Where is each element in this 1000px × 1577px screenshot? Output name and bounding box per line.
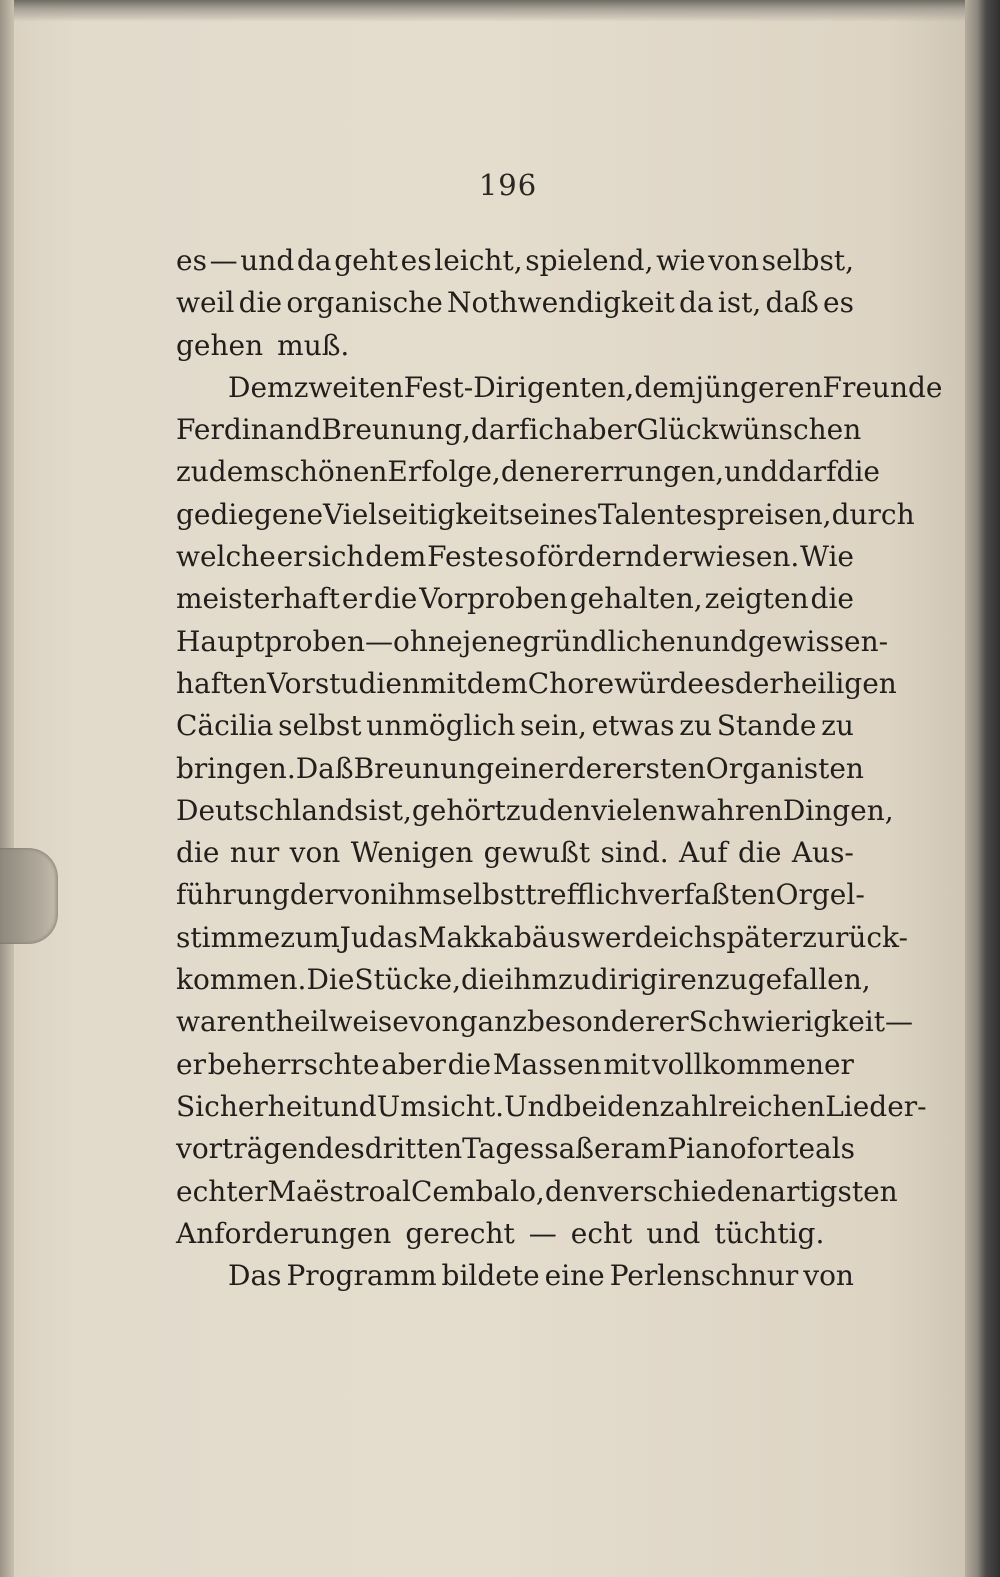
text-line xyxy=(176,1171,898,1213)
word: würde xyxy=(614,666,704,700)
word: selbst xyxy=(441,878,526,912)
text-line xyxy=(176,409,862,451)
word: al xyxy=(385,1174,411,1208)
word: Die xyxy=(306,963,355,997)
word: etwas xyxy=(591,709,675,743)
word: gehen xyxy=(176,328,264,362)
word: waren xyxy=(176,1005,265,1039)
word: Vielseitigkeit xyxy=(323,497,510,531)
word: gediegene xyxy=(176,497,324,531)
word: eine xyxy=(544,1259,605,1293)
word: Dem xyxy=(228,370,294,404)
word: dem xyxy=(365,540,427,574)
text-line xyxy=(176,578,854,620)
text-line xyxy=(176,748,864,790)
word: Ferdinand xyxy=(176,413,322,447)
word: trefflich xyxy=(525,878,639,912)
word: besonderer xyxy=(526,1005,689,1039)
word: beherrschte xyxy=(207,1047,380,1081)
word: die xyxy=(447,1047,492,1081)
word: selbst xyxy=(278,709,362,743)
page-top-shadow xyxy=(0,0,965,22)
word: verfaßten xyxy=(638,878,776,912)
word: Breunung xyxy=(353,751,495,785)
word: haften xyxy=(176,666,267,700)
text-line xyxy=(176,240,854,282)
word: zu xyxy=(505,793,539,827)
word: dem xyxy=(634,370,696,404)
word: leicht, xyxy=(434,244,523,277)
word: ist, xyxy=(368,793,412,827)
word: schönen xyxy=(269,455,388,489)
word: von xyxy=(708,244,759,277)
word: die xyxy=(461,963,505,997)
word: des xyxy=(315,1132,365,1166)
word: ich xyxy=(669,920,712,954)
text-line xyxy=(176,621,889,663)
word: dem xyxy=(208,455,270,489)
word: durch xyxy=(831,497,915,531)
word: den xyxy=(500,455,554,489)
word: Massen xyxy=(492,1047,602,1081)
word: Dingen, xyxy=(782,793,894,827)
word: später xyxy=(711,920,803,954)
word: wünschen xyxy=(718,413,862,447)
word: zum xyxy=(280,920,340,954)
text-line xyxy=(176,282,854,324)
word: Aus- xyxy=(791,836,854,870)
text-line xyxy=(176,790,894,832)
word: nur xyxy=(229,836,280,870)
word: bringen. xyxy=(176,751,296,785)
text-line xyxy=(176,1255,854,1297)
word: und xyxy=(240,244,295,277)
text-line xyxy=(176,874,865,916)
word: Talentes xyxy=(597,497,717,531)
word: es xyxy=(703,666,735,700)
word: echter xyxy=(176,1174,268,1208)
word: dem xyxy=(466,666,528,700)
word: heiligen xyxy=(782,666,897,700)
word: mit xyxy=(603,1047,651,1081)
word: zahlreichen xyxy=(659,1089,826,1123)
word: Pianoforte xyxy=(667,1132,816,1166)
word: theilweise xyxy=(264,1005,409,1039)
word: am xyxy=(623,1132,668,1166)
word: dirigiren xyxy=(590,963,715,997)
word: er xyxy=(594,1132,624,1166)
word: so xyxy=(504,540,536,574)
word: Makkabäus xyxy=(417,920,581,954)
word: Deutschlands xyxy=(176,793,369,827)
text-line xyxy=(176,832,854,874)
word: selbst, xyxy=(761,244,854,277)
page-number: 196 xyxy=(478,168,538,202)
word: zu xyxy=(558,963,591,997)
word: Orgel- xyxy=(775,878,865,912)
word: Hauptproben xyxy=(176,624,366,658)
page-left-edge xyxy=(0,0,14,1577)
word: Cäcilia xyxy=(176,709,274,743)
word: Vorstudien xyxy=(266,666,420,700)
word: sind. xyxy=(600,836,669,870)
word: er xyxy=(176,1047,206,1081)
word: Wenigen xyxy=(350,836,474,870)
word: ihm xyxy=(504,963,559,997)
word: Feste xyxy=(427,540,504,574)
word: ich xyxy=(529,413,572,447)
word: zweiten xyxy=(293,370,404,404)
word: die xyxy=(373,582,418,616)
word: daß xyxy=(765,286,819,320)
word: zugefallen, xyxy=(714,963,871,997)
word: tüchtig. xyxy=(714,1216,825,1250)
word: vollkommener xyxy=(651,1047,854,1081)
word: dritten xyxy=(364,1132,463,1166)
word: saß xyxy=(544,1132,594,1166)
word: sich xyxy=(307,540,365,574)
word: die xyxy=(176,836,220,870)
word: Umsicht. xyxy=(376,1089,504,1123)
word: Nothwendigkeit xyxy=(447,286,675,320)
word: aber xyxy=(381,1047,446,1081)
word: preisen, xyxy=(716,497,832,531)
word: Breunung, xyxy=(321,413,471,447)
word: da xyxy=(679,286,714,320)
word: zu xyxy=(176,455,209,489)
word: die xyxy=(836,455,880,489)
word: gehalten, xyxy=(569,582,703,616)
word: es xyxy=(176,244,207,277)
text-line xyxy=(176,1086,927,1128)
word: fördernd xyxy=(536,540,662,574)
text-line xyxy=(176,663,897,705)
word: er xyxy=(553,455,584,489)
word: meisterhaft xyxy=(176,582,340,616)
word: einer xyxy=(494,751,568,785)
body-text xyxy=(176,240,943,1297)
word: es xyxy=(400,244,432,277)
word: Anforderungen xyxy=(176,1216,392,1250)
word: Cembalo, xyxy=(410,1174,545,1208)
word: Freunde xyxy=(822,370,943,404)
text-line xyxy=(176,1001,913,1043)
text-line xyxy=(176,705,854,747)
word: und xyxy=(322,1089,377,1123)
word: er xyxy=(341,582,372,616)
word: spielend, xyxy=(525,244,654,277)
word: Stande xyxy=(716,709,817,743)
word: ihm xyxy=(388,878,442,912)
text-line xyxy=(176,1128,854,1170)
word: echt xyxy=(570,1216,633,1250)
word: er xyxy=(276,540,307,574)
word: Auf xyxy=(679,836,728,870)
book-edge xyxy=(965,0,1000,1577)
word: da xyxy=(296,244,332,277)
word: von xyxy=(289,836,341,870)
text-line xyxy=(176,536,854,578)
word: vorträgen xyxy=(176,1132,316,1166)
text-line xyxy=(176,367,943,409)
word: und xyxy=(724,455,779,489)
word: erwiesen. xyxy=(662,540,800,574)
word: Lieder- xyxy=(825,1089,927,1123)
word: — xyxy=(209,244,238,277)
text-line xyxy=(176,959,871,1001)
word: ohne xyxy=(393,624,463,658)
word: darf xyxy=(470,413,530,447)
word: von xyxy=(408,1005,460,1039)
text-line xyxy=(176,917,908,959)
word: zu xyxy=(679,709,712,743)
word: gewissen- xyxy=(747,624,889,658)
word: der xyxy=(734,666,783,700)
word: gehört xyxy=(411,793,506,827)
word: zeigten xyxy=(704,582,809,616)
word: stimme xyxy=(176,920,281,954)
word: Daß xyxy=(295,751,354,785)
word: gewußt xyxy=(483,836,591,870)
word: kommen. xyxy=(176,963,307,997)
word: Chore xyxy=(527,666,615,700)
word: Sicherheit xyxy=(176,1089,323,1123)
word: der xyxy=(567,751,616,785)
word: Judas xyxy=(339,920,418,954)
word: geht xyxy=(334,244,398,277)
word: als xyxy=(815,1132,856,1166)
word: gerecht xyxy=(405,1216,515,1250)
word: Maëstro xyxy=(267,1174,386,1208)
word: Programm xyxy=(286,1259,437,1293)
word: zu xyxy=(821,709,854,743)
word: gründlichen xyxy=(522,624,694,658)
word: Das xyxy=(228,1259,282,1293)
word: vielen xyxy=(591,793,677,827)
word: den xyxy=(538,793,592,827)
word: von xyxy=(337,878,389,912)
word: bildete xyxy=(441,1259,540,1293)
word: Fest-Dirigenten, xyxy=(403,370,635,404)
text-line xyxy=(176,1213,854,1255)
word: aber xyxy=(571,413,637,447)
text-line xyxy=(176,325,854,367)
word: werde xyxy=(580,920,670,954)
word: — xyxy=(528,1216,557,1250)
word: seines xyxy=(509,497,598,531)
word: unmöglich xyxy=(366,709,516,743)
word: den xyxy=(606,1089,660,1123)
word: ersten xyxy=(615,751,706,785)
word: — xyxy=(365,624,394,658)
word: Und xyxy=(503,1089,564,1123)
page-tab-marker xyxy=(0,848,58,944)
word: ganz xyxy=(459,1005,527,1039)
word: die xyxy=(810,582,854,616)
word: mit xyxy=(419,666,467,700)
word: darf xyxy=(778,455,837,489)
word: Vorproben xyxy=(419,582,568,616)
word: den xyxy=(544,1174,598,1208)
word: Glück xyxy=(636,413,719,447)
word: Erfolge, xyxy=(387,455,501,489)
word: — xyxy=(884,1005,913,1039)
word: errungen, xyxy=(583,455,725,489)
word: zurück- xyxy=(802,920,908,954)
word: sein, xyxy=(520,709,587,743)
word: bei xyxy=(563,1089,607,1123)
word: es xyxy=(823,286,854,320)
word: Tages xyxy=(462,1132,545,1166)
word: muß. xyxy=(277,328,350,362)
word: führung xyxy=(176,878,290,912)
word: verschiedenartigsten xyxy=(597,1174,898,1208)
word: Schwierigkeit xyxy=(688,1005,885,1039)
word: wie xyxy=(656,244,706,277)
word: Perlenschnur xyxy=(609,1259,799,1293)
word: die xyxy=(738,836,782,870)
text-line xyxy=(176,1044,854,1086)
word: jüngeren xyxy=(695,370,823,404)
word: die xyxy=(238,286,283,320)
word: und xyxy=(646,1216,701,1250)
text-line xyxy=(176,494,915,536)
text-line xyxy=(176,451,880,493)
word: weil xyxy=(176,286,235,320)
word: wahren xyxy=(676,793,783,827)
word: Organisten xyxy=(705,751,864,785)
word: welche xyxy=(176,540,276,574)
word: Stücke, xyxy=(354,963,462,997)
word: ist, xyxy=(717,286,762,320)
word: und xyxy=(693,624,748,658)
word: organische xyxy=(286,286,443,320)
word: jene xyxy=(462,624,523,658)
word: Wie xyxy=(800,540,854,574)
word: der xyxy=(289,878,338,912)
word: von xyxy=(803,1259,854,1293)
